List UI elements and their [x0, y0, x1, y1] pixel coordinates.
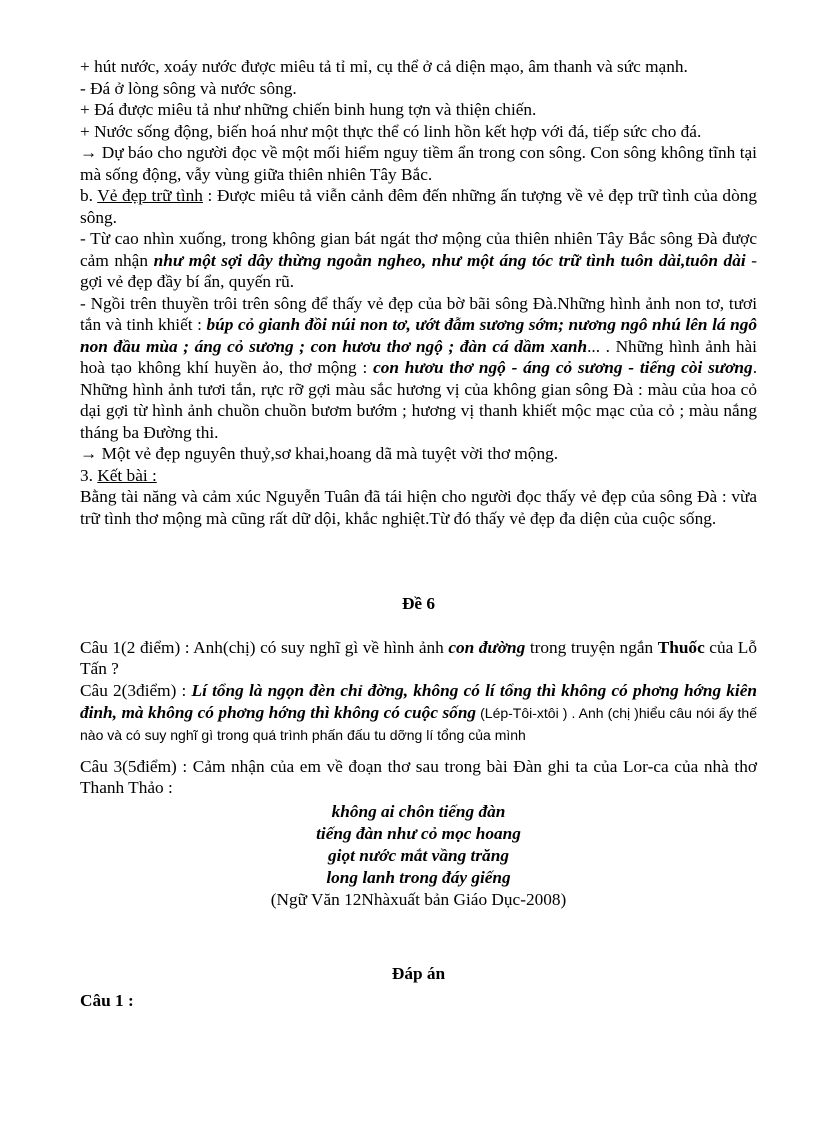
paragraph-ngoi-tren-thuyen [80, 293, 757, 444]
q2-label: Câu 2(3điểm) : [80, 680, 192, 700]
answer-title: Đáp án [391, 963, 446, 983]
q1-emphasis: con đường [448, 637, 526, 657]
poem-line: giọt nước mắt vầng trăng [328, 845, 509, 865]
section-b-prefix: b. [80, 186, 98, 205]
ket-bai-prefix: 3. [80, 465, 98, 485]
q1-mid: trong truyện ngắn [525, 637, 658, 657]
paragraph-mot-ve-dep: → Một vẻ đẹp nguyên thuỷ,sơ khai,hoang dã mà tuyệt vời thơ mộng. [80, 444, 559, 463]
spacer [80, 911, 757, 963]
ngoi-tail: . Những hình ảnh tươi tắn, rực rỡ gợi màu sắc hương vị của không gian sông Đà : màu của hoa cỏ dại gợi từ hình ảnh chuồn chuồn bươm bướm ; hương vị thanh khiết mộc mạc của cỏ ; màu nắng tháng ba Đường thi. [80, 358, 758, 442]
poem-line: tiếng đàn như cỏ mọc hoang [316, 823, 521, 843]
section-b-title: Vẻ đẹp trữ tình [97, 186, 203, 205]
paragraph-du-bao: → Dự báo cho người đọc về một mối hiểm nguy tiềm ẩn trong con sông. Con sông không tĩnh tại mà sống động, vẫy vùng giữa thiên nhiên Tây Bắc. [80, 143, 757, 184]
ngoi-mid: ... . Những hình ảnh hài hoà tạo không khí huyền ảo, thơ mộng : [80, 336, 757, 377]
paragraph-hut-nuoc: + hút nước, xoáy nước được miêu tả tỉ mỉ, cụ thể ở cả diện mạo, âm thanh và sức mạnh. [80, 57, 688, 76]
poem-line: không ai chôn tiếng đàn [331, 801, 506, 821]
paragraph-nuoc-song-dong: + Nước sống động, biến hoá như một thực thể có linh hồn kết hợp với đá, tiếp sức cho đá. [80, 121, 702, 141]
paragraph-da-long-song: - Đá ở lòng sông và nước sông. [80, 78, 297, 98]
ngoi-text: - Ngồi trên thuyền trôi trên sông để thấy vẻ đẹp của bờ bãi sông Đà.Những hình ảnh non tơ, tươi tắn và tinh khiết : [80, 293, 757, 334]
spacer [80, 615, 757, 637]
question-1 [80, 637, 757, 680]
paragraph-tu-cao [80, 228, 757, 293]
q2-quote: Lí tổng là ngọn đèn chỉ đờng, không có lí tổng thì không có phơng hớng kiên đinh, mà không có phơng hớng thì không có cuộc sống [80, 680, 757, 722]
tu-cao-tail: - gợi vẻ đẹp đầy bí ẩn, quyến rũ. [80, 250, 758, 291]
ngoi-emphasis-2: con hươu thơ ngộ - áng cỏ sương - tiếng còi sương [373, 358, 753, 377]
question-2 [80, 680, 757, 746]
question-3: Câu 3(5điểm) : Cảm nhận của em về đoạn thơ sau trong bài Đàn ghi ta của Lor-ca của nhà thơ Thanh Thảo : [80, 756, 757, 797]
ket-bai-heading [80, 465, 757, 487]
paragraph-da-mieu-ta: + Đá được miêu tả như những chiến binh hung tợn và thiện chiến. [80, 100, 537, 119]
spacer [80, 529, 757, 593]
q1-text: Câu 1(2 điểm) : Anh(chị) có suy nghĩ gì về hình ảnh [80, 637, 449, 657]
poem-block [80, 801, 757, 911]
tu-cao-emphasis: như một sợi dây thừng ngoằn ngheo, như một áng tóc trữ tình tuôn dài,tuôn dài [153, 250, 746, 270]
answer-1-label: Câu 1 : [80, 991, 134, 1010]
ket-bai-title: Kết bài : [97, 465, 157, 485]
q1-bold: Thuốc [657, 637, 705, 657]
q2-author: (Lép-Tôi-xtôi ) . Anh (chị )hiểu câu nói ấy thế nào và có suy nghĩ gì trong quá trình phấn đấu tu dỡng lí tổng của mình [80, 704, 757, 743]
poem-source: (Ngữ Văn 12Nhàxuất bản Giáo Dục-2008) [270, 889, 567, 909]
ket-bai-text: Bằng tài năng và cảm xúc Nguyễn Tuân đã tái hiện cho người đọc thấy vẻ đẹp của sông Đà : vừa trữ tình thơ mộng mà cũng rất dữ dội, khắc nghiệt.Từ đó thấy vẻ đẹp đa diện của cuộc sống. [80, 487, 757, 528]
poem-line: long lanh trong đáy giếng [326, 867, 511, 887]
section-b-text: : Được miêu tả viễn cảnh đêm đến những ấn tượng về vẻ đẹp trữ tình của dòng sông. [80, 186, 757, 227]
ngoi-emphasis-1: búp cỏ gianh đồi núi non tơ, ướt đẫm sương sớm; nương ngô nhú lên lá ngô non đầu mùa ; áng cỏ sương ; con hươu thơ ngộ ; đàn cá dầm xanh [80, 315, 757, 356]
section-b-paragraph [80, 185, 757, 228]
document-page [80, 56, 757, 1012]
spacer [80, 746, 757, 756]
tu-cao-text: - Từ cao nhìn xuống, trong không gian bát ngát thơ mộng của thiên nhiên Tây Bắc sông Đà được cảm nhận [80, 229, 757, 270]
exam-title: Đề 6 [401, 594, 436, 613]
q1-tail: của Lỗ Tấn ? [80, 637, 758, 678]
